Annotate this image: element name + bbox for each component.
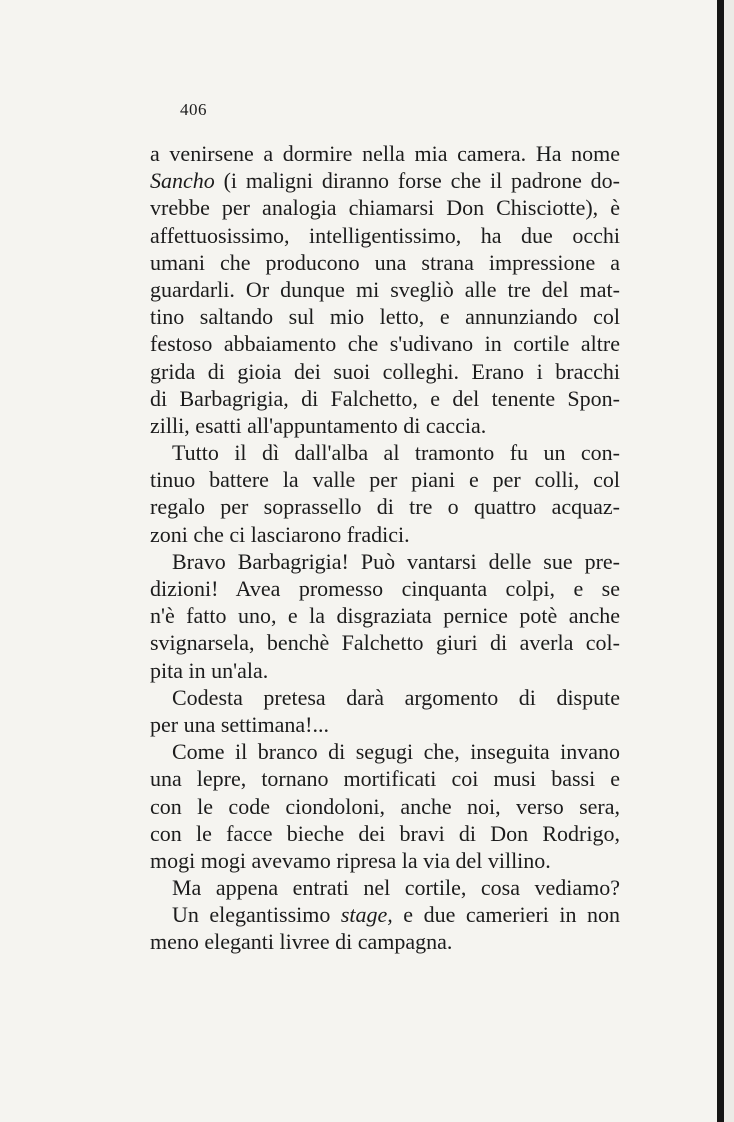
text-line: tinuo battere la valle per piani e per colli, col bbox=[150, 467, 620, 493]
text-line: vrebbe per analogia chiamarsi Don Chisciotte), è bbox=[150, 195, 620, 221]
text-line: regalo per soprassello di tre o quattro acquaz- bbox=[150, 494, 620, 520]
text-line: Codesta pretesa darà argomento di dispute bbox=[172, 684, 620, 710]
text-line: tino saltando sul mio letto, e annunziando col bbox=[150, 304, 620, 330]
text-line: una lepre, tornano mortificati coi musi bassi e bbox=[150, 766, 620, 792]
text-line: svignarsela, benchè Falchetto giuri di averla col- bbox=[150, 630, 620, 656]
text-line: per una settimana!... bbox=[150, 711, 329, 737]
text-line: Ma appena entrati nel cortile, cosa vediamo? bbox=[172, 875, 620, 901]
text-line: di Barbagrigia, di Falchetto, e del tenente Spon- bbox=[150, 385, 620, 411]
text-line: umani che producono una strana impressione a bbox=[150, 249, 620, 275]
text-line: Come il branco di segugi che, inseguita invano bbox=[172, 739, 620, 765]
text-line: con le code ciondoloni, anche noi, verso sera, bbox=[150, 793, 620, 819]
text-line: grida di gioia dei suoi colleghi. Erano i bracchi bbox=[150, 358, 620, 384]
text-line: zilli, esatti all'appuntamento di caccia. bbox=[150, 412, 487, 438]
text-line: dizioni! Avea promesso cinquanta colpi, e se bbox=[150, 576, 620, 601]
page-number: 406 bbox=[180, 100, 207, 119]
page-edge bbox=[724, 0, 734, 1122]
text-line: guardarli. Or dunque mi svegliò alle tre del mat- bbox=[150, 276, 620, 302]
text-line: affettuosissimo, intelligentissimo, ha due occhi bbox=[150, 222, 620, 248]
text-line: a venirsene a dormire nella mia camera. Ha nome bbox=[150, 141, 620, 166]
text-line: Tutto il dì dall'alba al tramonto fu un con- bbox=[172, 440, 620, 466]
text-line: Sancho (i maligni diranno forse che il padrone do- bbox=[150, 168, 620, 194]
text-line: meno eleganti livree di campagna. bbox=[150, 929, 453, 955]
text-line: pita in un'ala. bbox=[150, 657, 269, 683]
text-line: Un elegantissimo stage, e due camerieri in non bbox=[172, 902, 620, 928]
text-line: festoso abbaiamento che s'udivano in cortile altre bbox=[150, 331, 620, 357]
text-line: zoni che ci lasciarono fradici. bbox=[150, 521, 410, 547]
text-line: con le facce bieche dei bravi di Don Rodrigo, bbox=[150, 820, 620, 846]
binding-edge bbox=[717, 0, 724, 1122]
text-line: Bravo Barbagrigia! Può vantarsi delle sue pre- bbox=[172, 548, 620, 574]
body-text bbox=[150, 140, 620, 956]
text-line: mogi mogi avevamo ripresa la via del villino. bbox=[150, 847, 551, 873]
text-line: n'è fatto uno, e la disgraziata pernice potè anche bbox=[150, 603, 620, 629]
